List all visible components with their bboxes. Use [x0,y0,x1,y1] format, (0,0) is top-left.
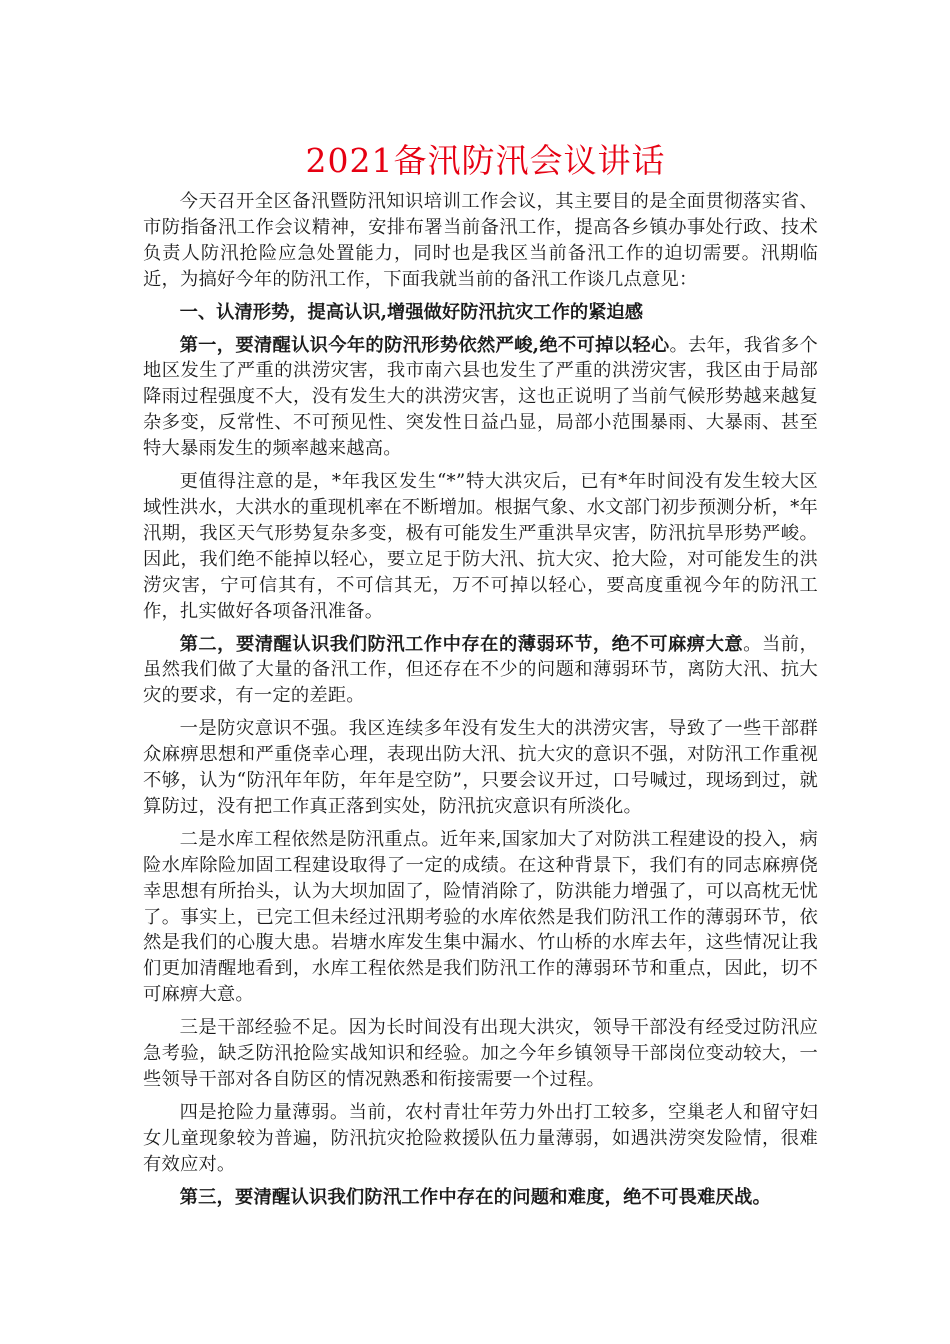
paragraph-body: 。当前，虽然我们做了大量的备汛工作，但还存在不少的问题和薄弱环节，离防大汛、抗大灾的要求，有一定的差距。 [143,633,818,707]
paragraph-second-point [143,632,818,710]
document-title: 2021备汛防汛会议讲话 [305,141,666,180]
paragraph-third-point [143,1185,818,1211]
paragraph-body: 。去年，我省多个地区发生了严重的洪涝灾害，我市南六县也发生了严重的洪涝灾害，我区由于局部降雨过程强度不大，没有发生大的洪涝灾害，这也正说明了当前气候形势越来越复杂多变，反常性、不可预见性、突发性日益凸显，局部小范围暴雨、大暴雨、甚至特大暴雨发生的频率越来越高。 [143,334,819,460]
paragraph-lead: 第一，要清醒认识今年的防汛形势依然严峻,绝不可掉以轻心 [179,334,670,356]
paragraph-flood-risk: 更值得注意的是，*年我区发生“*”特大洪灾后，已有*年时间没有发生较大区域性洪水，大洪水的重现机率在不断增加。根据气象、水文部门初步预测分析，*年汛期，我区天气形势复杂多变，极有可能发生严重洪旱灾害，防汛抗旱形势严峻。因此，我们绝不能掉以轻心，要立足于防大汛、抗大灾、抢大险，对可能发生的洪涝灾害，宁可信其有，不可信其无，万不可掉以轻心，要高度重视今年的防汛工作，扎实做好各项备汛准备。 [143,471,818,622]
intro-paragraph: 今天召开全区备汛暨防汛知识培训工作会议，其主要目的是全面贯彻落实省、市防指备汛工作会议精神，安排布署当前备汛工作，提高各乡镇办事处行政、技术负责人防汛抢险应急处置能力，同时也是我区当前备汛工作的迫切需要。汛期临近，为搞好今年的防汛工作，下面我就当前的备汛工作谈几点意见： [143,191,818,290]
section-heading-1: 一、认清形势，提高认识,增强做好防汛抗灾工作的紧迫感 [179,301,643,323]
paragraph-lead: 第二，要清醒认识我们防汛工作中存在的薄弱环节，绝不可麻痹大意 [179,633,744,655]
paragraph-awareness: 一是防灾意识不强。我区连续多年没有发生大的洪涝灾害，导致了一些干部群众麻痹思想和严重侥幸心理，表现出防大汛、抗大灾的意识不强，对防汛工作重视不够，认为“防汛年年防，年年是空防”，只要会议开过，口号喊过，现场到过，就算防过，没有把工作真正落到实处，防汛抗灾意识有所淡化。 [143,718,818,817]
paragraph-reservoir: 二是水库工程依然是防汛重点。近年来,国家加大了对防洪工程建设的投入，病险水库除险加固工程建设取得了一定的成绩。在这种背景下，我们有的同志麻痹侥幸思想有所抬头，认为大坝加固了，险情消除了，防洪能力增强了，可以高枕无忧了。事实上，已完工但未经过汛期考验的水库依然是我们防汛工作的薄弱环节，依然是我们的心腹大患。岩塘水库发生集中漏水、竹山桥的水库去年，这些情况让我们更加清醒地看到，水库工程依然是我们防汛工作的薄弱环节和重点，因此，切不可麻痹大意。 [143,828,818,1006]
paragraph-first-point [143,333,818,463]
paragraph-experience: 三是干部经验不足。因为长时间没有出现大洪灾，领导干部没有经受过防汛应急考验，缺乏防汛抢险实战知识和经验。加之今年乡镇领导干部岗位变动较大，一些领导干部对各自防区的情况熟悉和衔接需要一个过程。 [143,1017,818,1090]
paragraph-rescue-force: 四是抢险力量薄弱。当前，农村青壮年劳力外出打工较多，空巢老人和留守妇女儿童现象较为普遍，防汛抗灾抢险救援队伍力量薄弱，如遇洪涝突发险情，很难有效应对。 [143,1101,818,1175]
paragraph-lead: 第三，要清醒认识我们防汛工作中存在的问题和难度，绝不可畏难厌战。 [179,1186,771,1208]
